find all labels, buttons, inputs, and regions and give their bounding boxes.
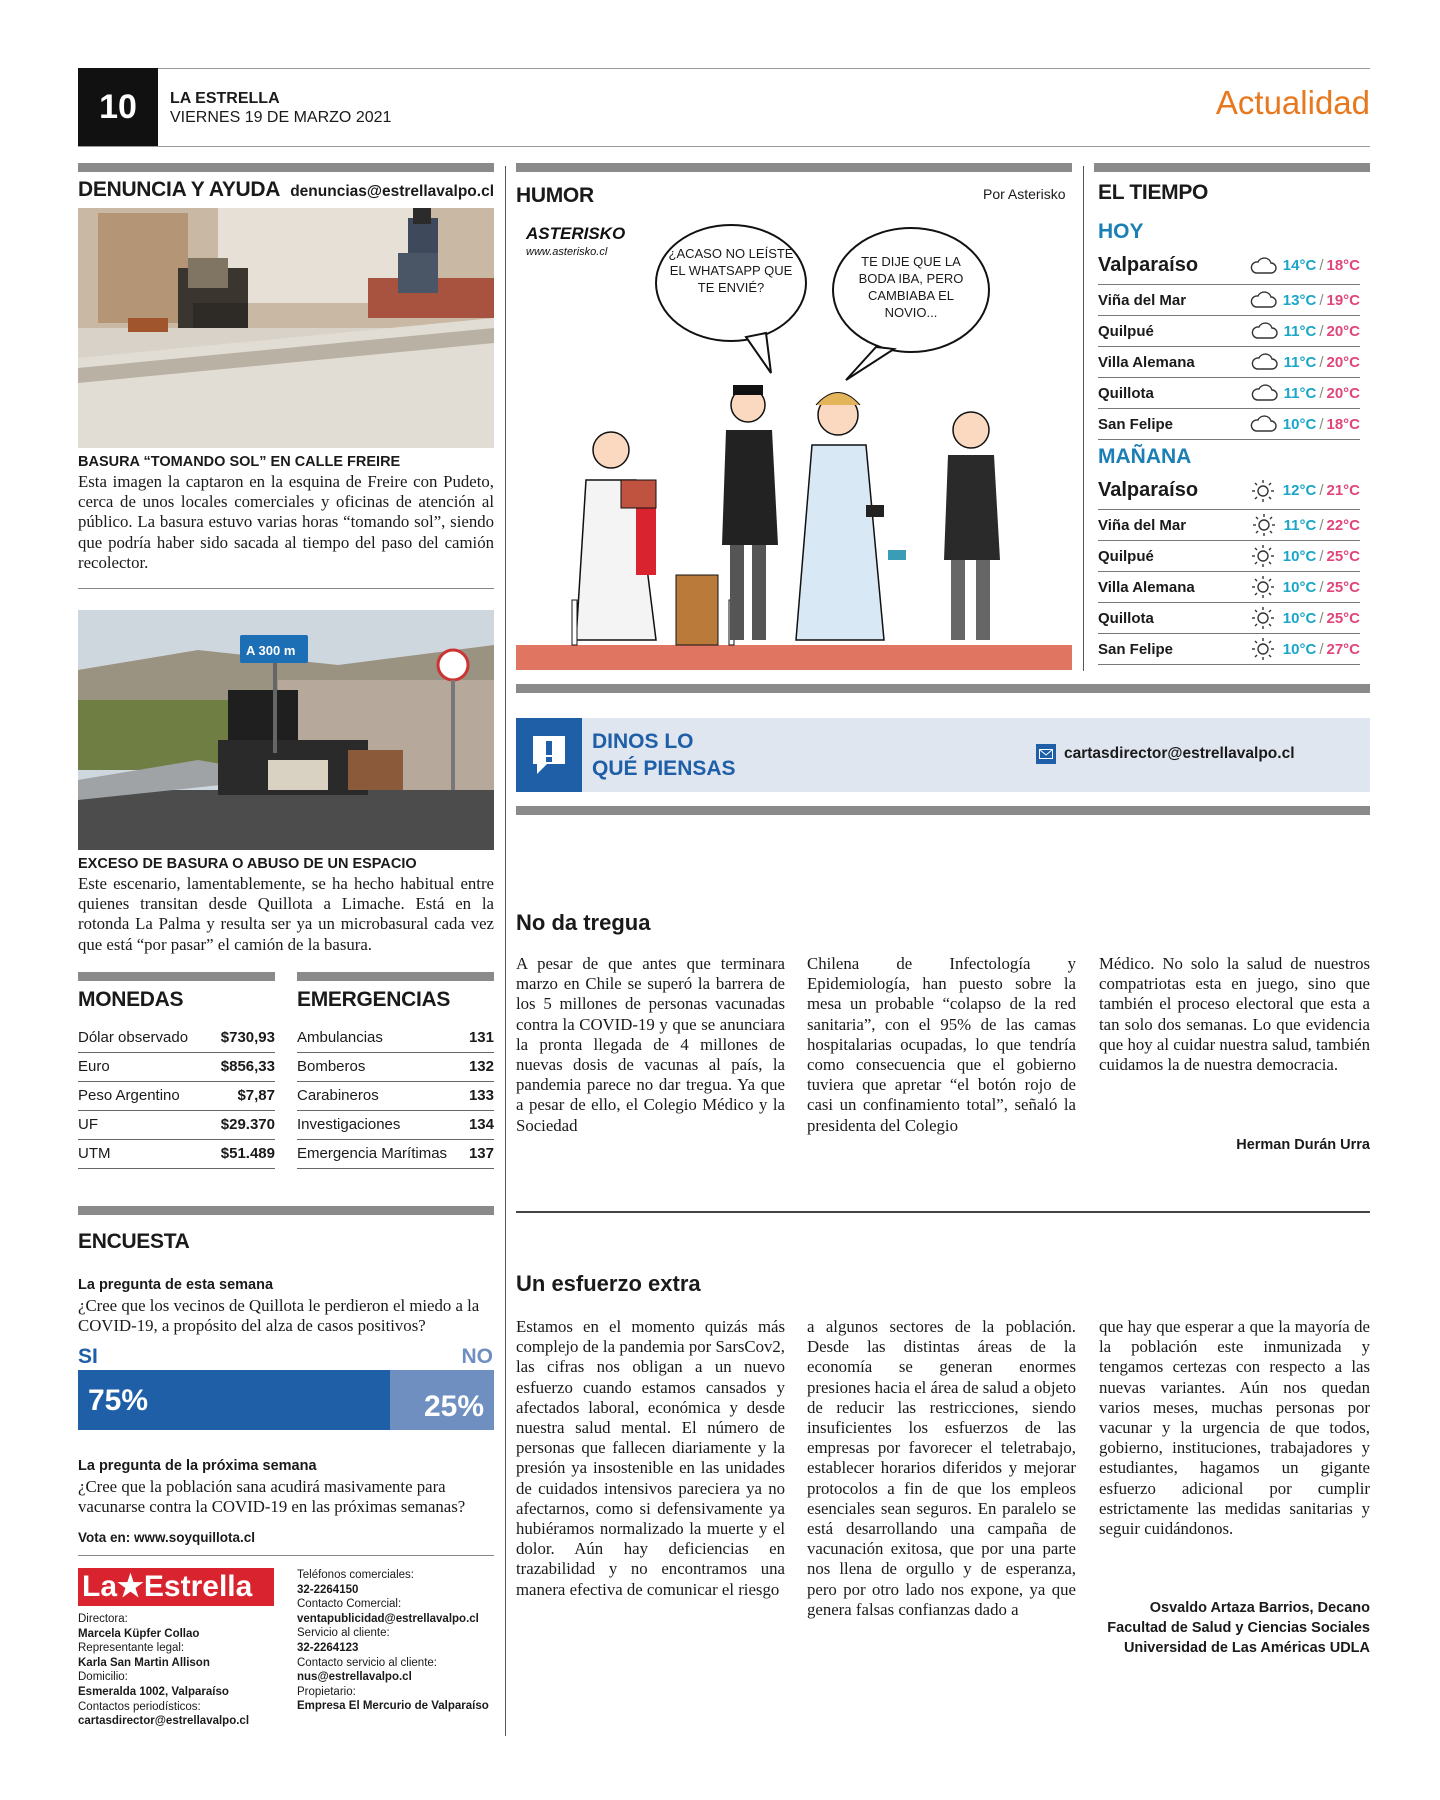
weather-temp-separator: / bbox=[1319, 257, 1324, 274]
weather-tomorrow-list bbox=[1098, 472, 1360, 665]
weather-city: Quilpué bbox=[1098, 322, 1154, 340]
article2-signature-line3: Universidad de Las Américas UDLA bbox=[1123, 1640, 1370, 1656]
asterisko-url: www.asterisko.cl bbox=[526, 246, 608, 258]
monedas-table bbox=[78, 1023, 275, 1169]
weather-temp-separator: / bbox=[1319, 291, 1324, 309]
encuesta-question-label: La pregunta de esta semana bbox=[78, 1277, 274, 1293]
weather-city: Viña del Mar bbox=[1098, 291, 1187, 309]
masthead-value: nus@estrellavalpo.cl bbox=[297, 1671, 412, 1684]
weather-temp-separator: / bbox=[1319, 578, 1324, 596]
table-value: $29.370 bbox=[210, 1110, 275, 1139]
weather-city: San Felipe bbox=[1098, 640, 1174, 658]
dinos-title-line2: QUÉ PIENSAS bbox=[592, 757, 736, 780]
table-label: UTM bbox=[78, 1139, 210, 1168]
dinos-title bbox=[592, 728, 736, 782]
poll-si-label: SI bbox=[78, 1345, 98, 1368]
weather-max-temp: 27°C bbox=[1326, 640, 1360, 658]
weather-temp-separator: / bbox=[1319, 609, 1324, 627]
encuesta-vote[interactable]: Vota en: www.soyquillota.cl bbox=[78, 1530, 256, 1545]
weather-row bbox=[1098, 409, 1360, 440]
monedas-row bbox=[78, 1110, 275, 1139]
poll-si-percent: 75% bbox=[88, 1384, 149, 1417]
second-man-figure bbox=[888, 412, 1000, 640]
cloud-icon bbox=[1244, 321, 1284, 341]
dinos-top-bar bbox=[516, 684, 1370, 693]
sun-icon bbox=[1243, 637, 1283, 661]
masthead-key: Contactos periodísticos: bbox=[78, 1700, 201, 1713]
article2-signature-line2: Facultad de Salud y Ciencias Sociales bbox=[1107, 1620, 1370, 1636]
paper-date: VIERNES 19 DE MARZO 2021 bbox=[170, 109, 392, 126]
humor-top-bar bbox=[516, 163, 1072, 172]
emergencias-top-bar bbox=[297, 972, 494, 981]
monedas-row bbox=[78, 1139, 275, 1168]
article2-col1: Estamos en el momento quizás más complejo de la pandemia por SarsCov2, las cifras nos obligan a un nuevo esfuerzo cuando estamos cansados y afectados laboral, económica y desde nuestra salud mental. El número de personas que fallecen diariamente y la presión ya insostenible en las unidades de cuidados intensivos pareciera ya no afectarnos, como si defensivamente ya hubiéramos normalizado la muerte y el dolor. Aún hay deficiencias en trazabilidad y no encontramos una manera efectiva de comunicar el riesgo bbox=[516, 1317, 785, 1599]
header-bottom-rule bbox=[78, 146, 1370, 147]
emergencias-row bbox=[297, 1110, 494, 1139]
table-label: Carabineros bbox=[297, 1081, 466, 1110]
table-label: Bomberos bbox=[297, 1052, 466, 1081]
masthead-key: Propietario: bbox=[297, 1685, 356, 1698]
weather-min-temp: 12°C bbox=[1282, 482, 1317, 499]
poll-no-label: NO bbox=[461, 1345, 493, 1368]
denuncia-top-bar bbox=[78, 163, 494, 172]
masthead-value: Marcela Küpfer Collao bbox=[78, 1627, 200, 1640]
weather-min-temp: 10°C bbox=[1282, 415, 1317, 433]
cloud-icon bbox=[1244, 352, 1284, 372]
weather-city: Viña del Mar bbox=[1098, 516, 1187, 534]
article1-signature: Herman Durán Urra bbox=[1236, 1137, 1370, 1153]
table-label: Ambulancias bbox=[297, 1023, 466, 1052]
humor-cartoon bbox=[516, 205, 1072, 670]
weather-temp-separator: / bbox=[1319, 547, 1324, 565]
table-value: $730,93 bbox=[210, 1023, 275, 1052]
masthead-key: Domicilio: bbox=[78, 1671, 128, 1684]
weather-row bbox=[1098, 634, 1360, 665]
table-value: 134 bbox=[466, 1110, 494, 1139]
encuesta-title: ENCUESTA bbox=[78, 1230, 190, 1253]
weather-temp-separator: / bbox=[1319, 482, 1324, 499]
weather-max-temp: 20°C bbox=[1326, 322, 1360, 340]
weather-min-temp: 11°C bbox=[1283, 322, 1317, 340]
denuncia-item1-title: BASURA “TOMANDO SOL” EN CALLE FREIRE bbox=[78, 454, 401, 470]
column-divider-left bbox=[505, 166, 506, 1736]
weather-row bbox=[1098, 603, 1360, 634]
weather-city: Quillota bbox=[1098, 609, 1154, 627]
denuncia-title: DENUNCIA Y AYUDA bbox=[78, 178, 281, 201]
denuncia-item2-title: EXCESO DE BASURA O ABUSO DE UN ESPACIO bbox=[78, 856, 417, 872]
dinos-email-row[interactable] bbox=[1036, 744, 1295, 764]
la-estrella-logo: La★Estrella bbox=[78, 1568, 274, 1606]
masthead-value: Esmeralda 1002, Valparaíso bbox=[78, 1685, 229, 1698]
weather-max-temp: 25°C bbox=[1326, 609, 1360, 627]
sun-icon bbox=[1243, 575, 1283, 599]
masthead-key: Contacto Comercial: bbox=[297, 1598, 402, 1611]
table-label: Investigaciones bbox=[297, 1110, 466, 1139]
dinos-icon-box bbox=[516, 718, 582, 792]
weather-temp-separator: / bbox=[1319, 353, 1324, 371]
table-label: UF bbox=[78, 1110, 210, 1139]
encuesta-top-bar bbox=[78, 1206, 494, 1215]
emergencias-row bbox=[297, 1139, 494, 1168]
weather-min-temp: 10°C bbox=[1282, 547, 1317, 565]
weather-panel bbox=[1098, 181, 1360, 665]
weather-max-temp: 25°C bbox=[1326, 547, 1360, 565]
masthead-key: Representante legal: bbox=[78, 1642, 185, 1655]
monedas-top-bar bbox=[78, 972, 275, 981]
masthead-value: 32-2264150 bbox=[297, 1583, 359, 1596]
weather-city: Valparaíso bbox=[1098, 479, 1199, 501]
weather-row bbox=[1098, 572, 1360, 603]
weather-today-label: HOY bbox=[1098, 220, 1144, 243]
weather-city: Quillota bbox=[1098, 384, 1154, 402]
weather-city: San Felipe bbox=[1098, 415, 1174, 433]
masthead-value: cartasdirector@estrellavalpo.cl bbox=[78, 1715, 250, 1728]
weather-max-temp: 21°C bbox=[1326, 482, 1360, 499]
emergencias-table bbox=[297, 1023, 494, 1169]
weather-divider bbox=[1083, 166, 1084, 671]
weather-max-temp: 20°C bbox=[1326, 353, 1360, 371]
weather-min-temp: 11°C bbox=[1283, 384, 1317, 402]
weather-row bbox=[1098, 472, 1360, 510]
masthead-key: Servicio al cliente: bbox=[297, 1627, 390, 1640]
weather-row bbox=[1098, 510, 1360, 541]
weather-min-temp: 14°C bbox=[1282, 257, 1317, 274]
table-label: Peso Argentino bbox=[78, 1081, 210, 1110]
weather-city: Quilpué bbox=[1098, 547, 1154, 565]
bride-figure bbox=[796, 393, 884, 641]
humor-title: HUMOR bbox=[516, 184, 594, 207]
denuncia-item2-text: Este escenario, lamentablemente, se ha hecho habitual entre quienes transitan desde Quillota a Limache. Está en la rotonda La Palma y resulta ser ya un microbasural cada vez que está “por pasar” el camión de la basura. bbox=[78, 874, 494, 954]
masthead-rule bbox=[78, 1555, 494, 1556]
emergencias-title: EMERGENCIAS bbox=[297, 988, 451, 1011]
road-sign-text: A 300 m bbox=[246, 643, 296, 658]
article2-col3: que hay que esperar a que la mayoría de la población este inmunizada y tengamos certezas con respecto a las nuevas variantes. Aún nos quedan varios meses, muchas personas por vacunar y la urgencia de que todos, gobierno, instituciones, trabajadores y estudiantes, hagamos un gigante esfuerzo adicional por cumplir estrictamente las medidas sanitarias y seguir cuidándonos. bbox=[1099, 1317, 1370, 1539]
dinos-email[interactable]: cartasdirector@estrellavalpo.cl bbox=[1064, 745, 1295, 762]
weather-row bbox=[1098, 541, 1360, 572]
table-value: 132 bbox=[466, 1052, 494, 1081]
article1-col1: A pesar de que antes que terminara marzo en Chile se superó la barrera de los 5 millones de personas vacunadas contra la COVID-19 y que se anunciara la pronta llegada de 4 millones de nuevas dosis de vacunas al país, la pandemia parece no dar tregua. Ya que a pesar de ello, el Colegio Médico y la Sociedad bbox=[516, 954, 785, 1135]
cloud-icon bbox=[1243, 414, 1283, 434]
table-value: $51.489 bbox=[210, 1139, 275, 1168]
table-value: 133 bbox=[466, 1081, 494, 1110]
article2-signature bbox=[1050, 1598, 1370, 1658]
altar bbox=[676, 575, 718, 645]
denuncia-divider bbox=[78, 588, 494, 589]
weather-row bbox=[1098, 378, 1360, 409]
table-label: Euro bbox=[78, 1052, 210, 1081]
denuncia-header bbox=[78, 178, 494, 202]
weather-min-temp: 13°C bbox=[1282, 291, 1317, 309]
weather-min-temp: 11°C bbox=[1283, 516, 1317, 534]
table-value: 137 bbox=[466, 1139, 494, 1168]
emergencias-row bbox=[297, 1052, 494, 1081]
masthead-key: Directora: bbox=[78, 1613, 128, 1625]
denuncia-email[interactable]: denuncias@estrellavalpo.cl bbox=[290, 183, 494, 200]
dinos-bottom-bar bbox=[516, 806, 1370, 815]
masthead-value: ventapublicidad@estrellavalpo.cl bbox=[297, 1612, 479, 1625]
monedas-row bbox=[78, 1081, 275, 1110]
weather-temp-separator: / bbox=[1319, 516, 1324, 534]
monedas-row bbox=[78, 1023, 275, 1052]
masthead-value: Empresa El Mercurio de Valparaíso bbox=[297, 1700, 489, 1713]
masthead-key: Contacto servicio al cliente: bbox=[297, 1656, 437, 1669]
photo-rotonda-la-palma bbox=[78, 610, 494, 850]
weather-max-temp: 25°C bbox=[1326, 578, 1360, 596]
table-label: Dólar observado bbox=[78, 1023, 210, 1052]
weather-max-temp: 20°C bbox=[1326, 384, 1360, 402]
header-top-rule bbox=[78, 68, 1370, 69]
article2-title: Un esfuerzo extra bbox=[516, 1271, 701, 1296]
weather-city: Villa Alemana bbox=[1098, 353, 1195, 371]
table-value: $856,33 bbox=[210, 1052, 275, 1081]
denuncia-item1-text: Esta imagen la captaron en la esquina de Freire con Pudeto, cerca de unos locales comerciales y oficinas de atención al público. La basura estuvo varias horas “tomando sol”, siendo que podría haber sido sacada al tiempo del paso del camión recolector. bbox=[78, 472, 494, 572]
article1-col3: Médico. No solo la salud de nuestros compatriotas esta en juego, sino que también el proceso electoral que esta a tan solo dos semanas. Lo que evidencia que hoy al cuidar nuestra salud, también cuidamos la de nuestra democracia. bbox=[1099, 954, 1370, 1075]
dinos-banner bbox=[516, 718, 1370, 792]
encuesta-next-label: La pregunta de la próxima semana bbox=[78, 1458, 317, 1474]
cloud-icon bbox=[1243, 256, 1283, 276]
weather-temp-separator: / bbox=[1319, 322, 1324, 340]
sun-icon bbox=[1243, 479, 1283, 503]
article1-title: No da tregua bbox=[516, 910, 651, 935]
weather-min-temp: 10°C bbox=[1282, 578, 1317, 596]
asterisko-logo: ASTERISKO bbox=[526, 224, 626, 243]
masthead-key: Teléfonos comerciales: bbox=[297, 1569, 414, 1581]
table-value: 131 bbox=[466, 1023, 494, 1052]
priest-figure bbox=[576, 432, 656, 640]
sun-icon bbox=[1243, 606, 1283, 630]
groom-figure bbox=[722, 385, 778, 640]
humor-author: Por Asterisko bbox=[983, 186, 1066, 202]
table-value: $7,87 bbox=[210, 1081, 275, 1110]
section-name: Actualidad bbox=[1215, 84, 1370, 121]
article2-col2: a algunos sectores de la población. Desde las distintas áreas de la economía se generan enormes presiones hacia el área de salud a objeto de reducir las restricciones, siendo insuficientes los esfuerzos de las empresas por favorecer el teletrabajo, establecer horarios diferidos y mejorar protocolos a fin de que los empleos esenciales sean seguros. En paralelo se está desarrollando una campaña de vacunación exitosa, que por una parte nos llena de orgullo y de esperanza, pero por otro lado nos expone, ya que genera falsas confianzas dado a bbox=[807, 1317, 1076, 1619]
emergencias-row bbox=[297, 1081, 494, 1110]
monedas-title: MONEDAS bbox=[78, 988, 184, 1011]
masthead-value: Karla San Martin Allison bbox=[78, 1656, 210, 1669]
poll-no-percent: 25% bbox=[423, 1390, 484, 1423]
encuesta-question: ¿Cree que los vecinos de Quillota le perdieron el miedo a la COVID-19, a propósito del alza de casos positivos? bbox=[78, 1296, 480, 1336]
weather-top-bar bbox=[1094, 163, 1370, 172]
sun-icon bbox=[1243, 544, 1283, 568]
masthead-left bbox=[78, 1612, 258, 1729]
weather-min-temp: 11°C bbox=[1283, 353, 1317, 371]
weather-temp-separator: / bbox=[1319, 640, 1324, 658]
weather-today-list bbox=[1098, 247, 1360, 440]
cloud-icon bbox=[1243, 290, 1283, 310]
weather-tomorrow-label: MAÑANA bbox=[1098, 445, 1192, 468]
masthead-right bbox=[297, 1568, 497, 1714]
emergencias-row bbox=[297, 1023, 494, 1052]
photo-calle-freire bbox=[78, 208, 494, 448]
articles-divider bbox=[516, 1211, 1370, 1213]
weather-title: EL TIEMPO bbox=[1098, 181, 1209, 204]
masthead-value: 32-2264123 bbox=[297, 1641, 359, 1654]
weather-city: Villa Alemana bbox=[1098, 578, 1195, 596]
encuesta-next-question: ¿Cree que la población sana acudirá masivamente para vacunarse contra la COVID-19 en las próximas semanas? bbox=[78, 1477, 466, 1517]
monedas-row bbox=[78, 1052, 275, 1081]
dinos-title-line1: DINOS LO bbox=[592, 730, 694, 753]
article2-signature-line1: Osvaldo Artaza Barrios, Decano bbox=[1149, 1600, 1370, 1616]
poll-bar bbox=[78, 1370, 494, 1430]
article1-col2: Chilena de Infectología y Epidemiología, han puesto sobre la mesa un probable “colapso de la red sanitaria”, con el 95% de las camas hospitalarias ocupadas, lo que tendría como consecuencia que el gobierno tuviera que apretar “el botón rojo de casi un confinamiento total”, señaló la presidenta del Colegio bbox=[807, 954, 1076, 1135]
weather-row bbox=[1098, 285, 1360, 316]
weather-temp-separator: / bbox=[1319, 415, 1324, 433]
weather-max-temp: 19°C bbox=[1326, 291, 1360, 309]
bubble-2-text: TE DIJE QUE LA BODA IBA, PERO CAMBIABA EL NOVIO... bbox=[858, 254, 964, 320]
weather-temp-separator: / bbox=[1319, 384, 1324, 402]
weather-max-temp: 22°C bbox=[1326, 516, 1360, 534]
weather-row bbox=[1098, 316, 1360, 347]
paper-name: LA ESTRELLA bbox=[170, 90, 280, 107]
bubble-1-text: ¿ACASO NO LEÍSTE EL WHATSAPP QUE TE ENVIÉ? bbox=[668, 246, 794, 295]
weather-city: Valparaíso bbox=[1098, 254, 1199, 276]
cloud-icon bbox=[1244, 383, 1284, 403]
weather-min-temp: 10°C bbox=[1282, 640, 1317, 658]
weather-min-temp: 10°C bbox=[1282, 609, 1317, 627]
page-number: 10 bbox=[78, 68, 158, 147]
speech-exclamation-icon bbox=[529, 732, 569, 778]
weather-max-temp: 18°C bbox=[1326, 415, 1360, 433]
weather-row bbox=[1098, 347, 1360, 378]
table-label: Emergencia Marítimas bbox=[297, 1139, 466, 1168]
envelope-icon bbox=[1036, 744, 1056, 764]
sun-icon bbox=[1244, 513, 1284, 537]
weather-max-temp: 18°C bbox=[1326, 257, 1360, 274]
weather-row bbox=[1098, 247, 1360, 285]
